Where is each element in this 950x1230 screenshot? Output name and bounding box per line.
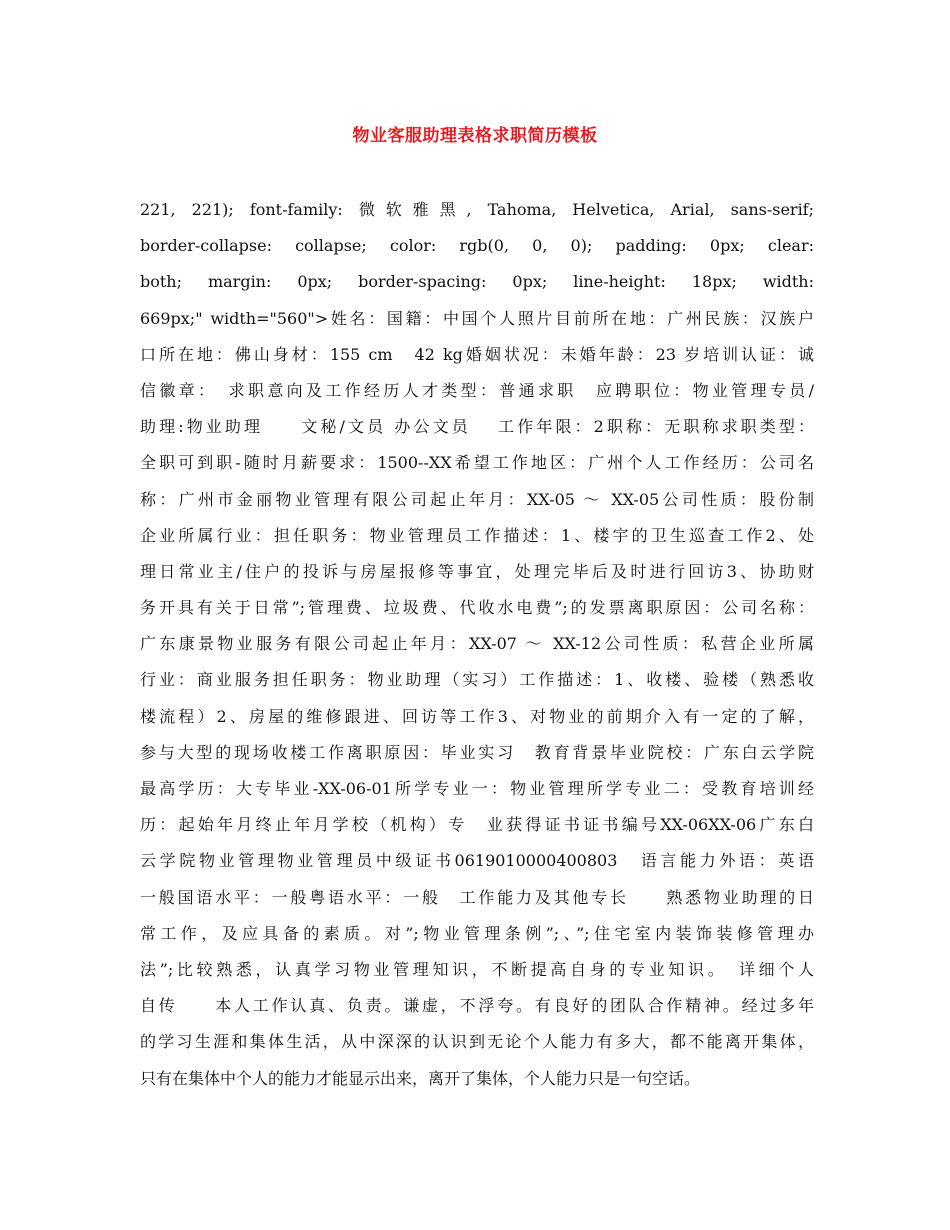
body-line-13: 广东康景物业服务有限公司起止年月：XX-07 ～ XX-12公司性质：私营企业所属 (140, 634, 814, 654)
document-title: 物业客服助理表格求职简历模板 (352, 126, 598, 146)
body-line-7: 助理:物业助理 文秘/文员 办公文员 工作年限：2职称：无职称求职类型： (140, 417, 814, 437)
body-line-9: 称：广州市金丽物业管理有限公司起止年月：XX-05 ～ XX-05公司性质：股份制 (140, 489, 814, 509)
body-line-25: 只有在集体中个人的能力才能显示出来，离开了集体，个人能力只是一句空话。 (140, 1068, 701, 1088)
body-line-1: 221, 221); font-family: 微软雅黑, Tahoma, Helvetica, Arial, sans-serif; (140, 200, 814, 219)
body-line-3: both; margin: 0px; border-spacing: 0px; line-height: 18px; width: (140, 272, 814, 292)
body-line-19: 云学院物业管理物业管理员中级证书0619010000400803 语言能力外语：英语 (140, 851, 814, 871)
body-line-11: 理日常业主/住户的投诉与房屋报修等事宜，处理完毕后及时进行回访3、协助财 (140, 561, 814, 581)
body-line-20: 一般国语水平：一般粤语水平：一般 工作能力及其他专长 熟悉物业助理的日 (140, 887, 814, 907)
body-line-23: 自传 本人工作认真、负责。谦虚，不浮夸。有良好的团队合作精神。经过多年 (140, 996, 814, 1016)
body-line-21: 常工作，及应具备的素质。对”;物业管理条例”;、”;住宅室内装饰装修管理办 (140, 923, 814, 943)
body-line-2: border-collapse: collapse; color: rgb(0, 0, 0); padding: 0px; clear: (140, 236, 814, 256)
body-line-24: 的学习生涯和集体生活，从中深深的认识到无论个人能力有多大，都不能离开集体， (140, 1032, 814, 1052)
document-body (140, 192, 814, 1097)
body-line-22: 法”;比较熟悉，认真学习物业管理知识，不断提高自身的专业知识。 详细个人 (140, 959, 814, 979)
body-line-8: 全职可到职-随时月薪要求：1500--XX希望工作地区：广州个人工作经历：公司名 (140, 453, 814, 473)
body-line-12: 务开具有关于日常”;管理费、垃圾费、代收水电费”;的发票离职原因：公司名称： (140, 598, 814, 618)
body-line-15: 楼流程）2、房屋的维修跟进、回访等工作3、对物业的前期介入有一定的了解， (140, 706, 814, 726)
body-line-17: 最高学历：大专毕业-XX-06-01所学专业一：物业管理所学专业二：受教育培训经 (140, 779, 814, 798)
body-line-6: 信徽章： 求职意向及工作经历人才类型：普通求职 应聘职位：物业管理专员/ (140, 380, 814, 400)
body-line-18: 历：起始年月终止年月学校（机构）专 业获得证书证书编号XX-06XX-06广东白 (140, 815, 814, 835)
body-line-4: 669px;" width="560">姓名：国籍：中国个人照片目前所在地：广州民族：汉族户 (140, 308, 814, 328)
body-line-10: 企业所属行业：担任职务：物业管理员工作描述：1、楼宇的卫生巡查工作2、处 (140, 525, 814, 545)
body-line-14: 行业：商业服务担任职务：物业助理（实习）工作描述：1、收楼、验楼（熟悉收 (140, 670, 814, 690)
body-line-5: 口所在地：佛山身材：155 cm 42 kg婚姻状况：未婚年龄：23 岁培训认证：诚 (140, 344, 814, 364)
body-line-16: 参与大型的现场收楼工作离职原因：毕业实习 教育背景毕业院校：广东白云学院 (140, 742, 814, 762)
